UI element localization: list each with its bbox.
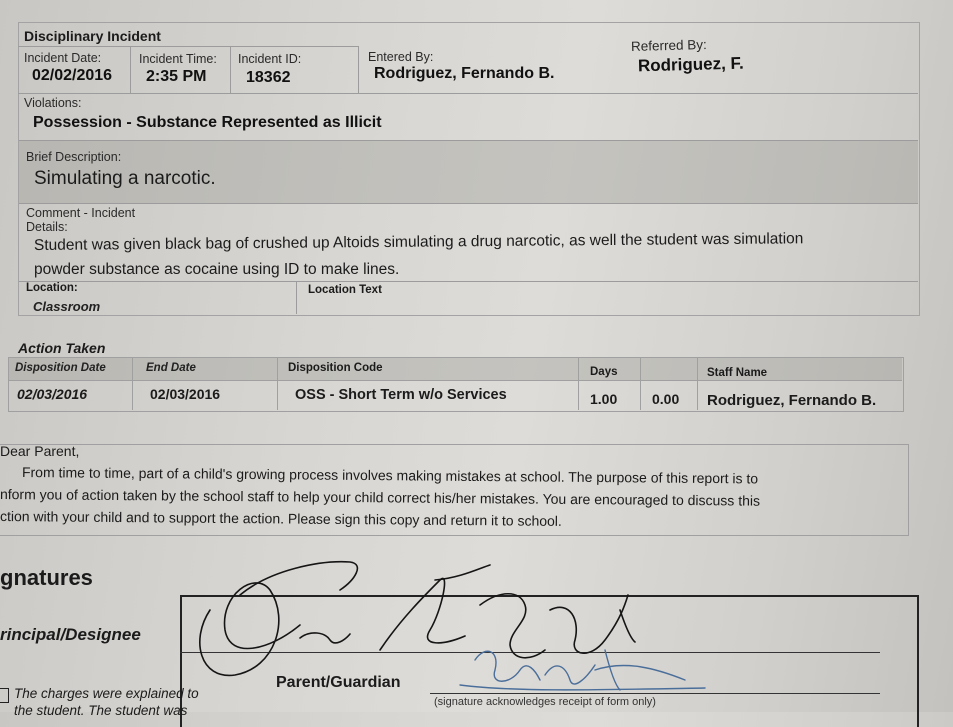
- row-end-date: 02/03/2016: [150, 386, 221, 402]
- incident-date-label: Incident Date:: [24, 51, 102, 65]
- action-taken-title: Action Taken: [18, 340, 106, 356]
- incident-date-value: 02/02/2016: [32, 67, 113, 84]
- entered-by-label: Entered By:: [368, 50, 434, 64]
- principal-label: rincipal/Designee: [0, 625, 141, 644]
- header-end-date: End Date: [146, 362, 196, 374]
- action-col-divider-5: [697, 358, 698, 410]
- row-days: 1.00: [590, 391, 618, 407]
- header-disposition-code: Disposition Code: [288, 362, 383, 374]
- row-disposition-date: 02/03/2016: [17, 386, 88, 402]
- action-col-divider-3: [578, 358, 579, 410]
- action-col-divider-4: [640, 358, 641, 410]
- signature-note: (signature acknowledges receipt of form only): [434, 696, 656, 708]
- referred-by-label: Referred By:: [630, 37, 707, 54]
- charges-checkbox[interactable]: [0, 688, 9, 703]
- action-table-header: [9, 358, 902, 381]
- entered-by-value: Rodriguez, Fernando B.: [374, 65, 555, 82]
- signatures-title: gnatures: [0, 565, 93, 590]
- row-staff-name: Rodriguez, Fernando B.: [707, 392, 877, 409]
- incident-section-title: Disciplinary Incident: [24, 28, 161, 44]
- incident-time-label: Incident Time:: [139, 52, 217, 66]
- location-value: Classroom: [33, 299, 101, 314]
- referred-by-value: Rodriguez, F.: [637, 53, 744, 76]
- location-text-label: Location Text: [308, 284, 382, 296]
- row-disposition-code: OSS - Short Term w/o Services: [295, 387, 507, 403]
- brief-description-value: Simulating a narcotic.: [34, 168, 216, 189]
- letter-greeting: Dear Parent,: [0, 443, 80, 459]
- charges-line-2: the student. The student was: [14, 703, 188, 718]
- action-col-divider-1: [132, 358, 133, 410]
- location-column-divider: [296, 281, 297, 314]
- charges-line-1: The charges were explained to: [14, 686, 199, 701]
- row-extra-value: 0.00: [652, 391, 680, 407]
- letter-line-2: nform you of action taken by the school staff to help your child correct his/her mistakes. You are encouraged to discuss this: [0, 486, 761, 509]
- incident-id-value: 18362: [246, 69, 291, 86]
- details-line-2: powder substance as cocaine using ID to make lines.: [34, 261, 400, 278]
- header-disposition-date: Disposition Date: [15, 362, 106, 374]
- comment-label-line2: Details:: [26, 220, 68, 234]
- comment-label-line1: Comment - Incident: [26, 206, 136, 220]
- violations-label: Violations:: [24, 96, 82, 110]
- header-staff-name: Staff Name: [707, 367, 768, 379]
- location-row-divider: [19, 281, 918, 282]
- letter-line-3: ction with your child and to support the action. Please sign this copy and return it to school.: [0, 508, 562, 529]
- brief-description-label: Brief Description:: [26, 150, 122, 164]
- incident-time-value: 2:35 PM: [146, 68, 207, 85]
- parent-guardian-label: Parent/Guardian: [276, 674, 401, 691]
- location-label: Location:: [26, 282, 78, 294]
- letter-line-1: From time to time, part of a child's growing process involves making mistakes at school. The purpose of this report is to: [21, 464, 759, 487]
- action-col-divider-2: [277, 358, 278, 410]
- incident-id-label: Incident ID:: [238, 52, 302, 66]
- parent-handwritten-signature: [455, 630, 715, 700]
- header-days: Days: [590, 366, 618, 378]
- details-line-1: Student was given black bag of crushed up Altoids simulating a drug narcotic, as well the student was simulation: [33, 230, 804, 254]
- violation-value: Possession - Substance Represented as Illicit: [33, 114, 382, 131]
